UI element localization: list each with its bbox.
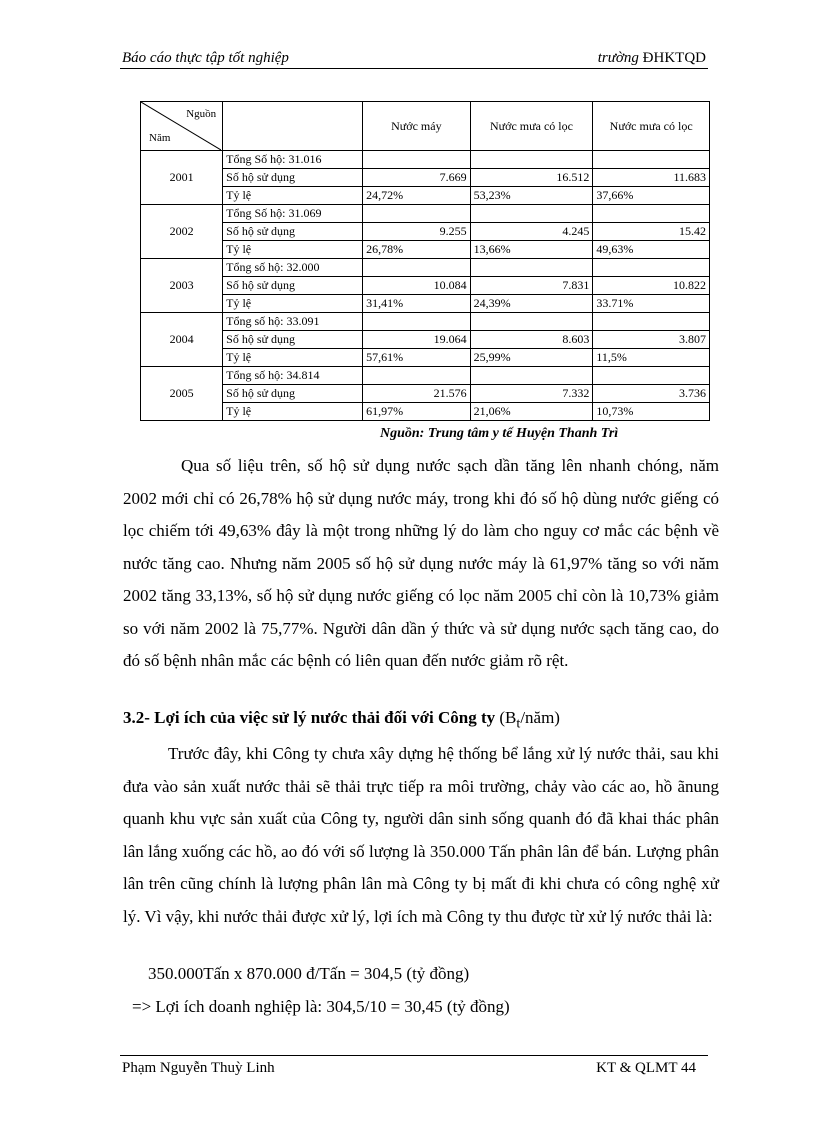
- ratio-value-cell: 49,63%: [593, 241, 710, 259]
- empty-cell: [470, 205, 593, 223]
- users-value-cell: 9.255: [363, 223, 471, 241]
- total-households-cell: Tổng Số hộ: 31.016: [223, 151, 363, 169]
- total-households-cell: Tổng số hộ: 34.814: [223, 367, 363, 385]
- header-university: [598, 50, 706, 67]
- users-value-cell: 7.669: [363, 169, 471, 187]
- users-value-cell: 11.683: [593, 169, 710, 187]
- empty-cell: [363, 259, 471, 277]
- users-value-cell: 7.831: [470, 277, 593, 295]
- empty-cell: [363, 313, 471, 331]
- table-source: Nguồn: Trung tâm y tế Huyện Thanh Trì: [380, 426, 619, 441]
- empty-cell: [593, 313, 710, 331]
- ratio-label-cell: Tỷ lệ: [223, 187, 363, 205]
- calculation-line-2: => Lợi ích doanh nghiệp là: 304,5/10 = 30,45 (tỷ đồng): [132, 997, 510, 1016]
- users-value-cell: 10.084: [363, 277, 471, 295]
- year-cell: 2003: [141, 259, 223, 313]
- header-university-name: ĐHKTQD: [642, 50, 706, 66]
- header-empty: [223, 102, 363, 151]
- empty-cell: [470, 313, 593, 331]
- table-row-users: [141, 385, 710, 403]
- empty-cell: [593, 151, 710, 169]
- ratio-value-cell: 21,06%: [470, 403, 593, 421]
- users-value-cell: 19.064: [363, 331, 471, 349]
- unit-sub: t: [516, 715, 521, 732]
- table-header-row: [141, 102, 710, 151]
- table-row-users: [141, 169, 710, 187]
- empty-cell: [593, 259, 710, 277]
- users-value-cell: 4.245: [470, 223, 593, 241]
- ratio-value-cell: 37,66%: [593, 187, 710, 205]
- page-header: [120, 50, 708, 69]
- ratio-value-cell: 11,5%: [593, 349, 710, 367]
- users-value-cell: 8.603: [470, 331, 593, 349]
- paragraph-benefit: Trước đây, khi Công ty chưa xây dựng hệ thống bể lắng xử lý nước thải, sau khi đưa vào sản xuất nước thải sẽ thải trực tiếp ra môi trường, chảy vào các ao, hồ ãnung quanh khu vực sản xuất của Công ty, người dân sinh sống quanh đó đã khai thác phân lân lắng xuống các hồ, ao đó với số lượng là 350.000 Tấn phân lân để bán. Lượng phân lân trên cũng chính là lượng phân lân mà Công ty bị mất đi khi chưa có công nghệ xử lý. Vì vậy, khi nước thải được xử lý, lợi ích mà Công ty thu được từ xử lý nước thải là:: [123, 744, 719, 926]
- header-report-title: Báo cáo thực tập tốt nghiệp: [122, 50, 289, 66]
- total-households-cell: Tổng số hộ: 32.000: [223, 259, 363, 277]
- unit-main: (B: [499, 708, 517, 727]
- table-row-total: [141, 313, 710, 331]
- table-row-total: [141, 259, 710, 277]
- users-label-cell: Số hộ sử dụng: [223, 385, 363, 403]
- users-label-cell: Số hộ sử dụng: [223, 277, 363, 295]
- column-header: Nước mưa có lọc: [470, 102, 593, 151]
- ratio-value-cell: 33.71%: [593, 295, 710, 313]
- ratio-value-cell: 13,66%: [470, 241, 593, 259]
- table-body: [141, 151, 710, 421]
- ratio-value-cell: 24,72%: [363, 187, 471, 205]
- section-heading: [123, 708, 560, 732]
- unit-end: /năm): [520, 708, 560, 727]
- table-row-total: [141, 367, 710, 385]
- users-value-cell: 21.576: [363, 385, 471, 403]
- table-row-users: [141, 223, 710, 241]
- page-footer: [120, 1055, 708, 1076]
- year-cell: 2005: [141, 367, 223, 421]
- corner-cell: [141, 102, 223, 151]
- corner-source-label: Nguồn: [186, 108, 217, 120]
- ratio-label-cell: Tỷ lệ: [223, 403, 363, 421]
- year-cell: 2004: [141, 313, 223, 367]
- total-households-cell: Tổng số hộ: 33.091: [223, 313, 363, 331]
- ratio-label-cell: Tỷ lệ: [223, 241, 363, 259]
- table-row-total: [141, 151, 710, 169]
- ratio-value-cell: 61,97%: [363, 403, 471, 421]
- household-water-table: [140, 101, 710, 421]
- table-row-ratio: [141, 403, 710, 421]
- ratio-value-cell: 24,39%: [470, 295, 593, 313]
- table-row-total: [141, 205, 710, 223]
- section-heading-text: 3.2- Lợi ích của việc sử lý nước thải đối với Công ty: [123, 708, 496, 727]
- table-row-ratio: [141, 295, 710, 313]
- table-row-users: [141, 331, 710, 349]
- users-value-cell: 15.42: [593, 223, 710, 241]
- empty-cell: [470, 151, 593, 169]
- table-row-ratio: [141, 187, 710, 205]
- empty-cell: [470, 259, 593, 277]
- calculation-line-1: 350.000Tấn x 870.000 đ/Tấn = 304,5 (tỷ đồng): [148, 964, 470, 983]
- empty-cell: [593, 205, 710, 223]
- ratio-value-cell: 10,73%: [593, 403, 710, 421]
- column-header: Nước máy: [363, 102, 471, 151]
- empty-cell: [470, 367, 593, 385]
- table-row-ratio: [141, 349, 710, 367]
- users-label-cell: Số hộ sử dụng: [223, 169, 363, 187]
- paragraph-analysis: Qua số liệu trên, số hộ sử dụng nước sạch dần tăng lên nhanh chóng, năm 2002 mới chỉ có 26,78% hộ sử dụng nước máy, trong khi đó số hộ dùng nước giếng có lọc chiếm tới 49,63% đây là một trong những lý do làm cho nguy cơ mắc các bệnh về nước tăng cao. Nhưng năm 2005 số hộ sử dụng nước máy là 61,97% tăng so với năm 2002 tăng 33,13%, số hộ sử dụng nước giếng có lọc năm 2005 chỉ còn là 10,73% giảm so với năm 2002 là 75,77%. Người dân dần ý thức và sử dụng nước sạch tăng cao, do đó số bệnh nhân mắc các bệnh có liên quan đến nước giảm rõ rệt.: [123, 456, 719, 670]
- users-value-cell: 3.736: [593, 385, 710, 403]
- ratio-label-cell: Tỷ lệ: [223, 295, 363, 313]
- users-value-cell: 16.512: [470, 169, 593, 187]
- empty-cell: [593, 367, 710, 385]
- ratio-value-cell: 57,61%: [363, 349, 471, 367]
- users-label-cell: Số hộ sử dụng: [223, 223, 363, 241]
- ratio-value-cell: 25,99%: [470, 349, 593, 367]
- ratio-value-cell: 53,23%: [470, 187, 593, 205]
- total-households-cell: Tổng Số hộ: 31.069: [223, 205, 363, 223]
- ratio-value-cell: 31,41%: [363, 295, 471, 313]
- users-value-cell: 7.332: [470, 385, 593, 403]
- ratio-label-cell: Tỷ lệ: [223, 349, 363, 367]
- users-value-cell: 3.807: [593, 331, 710, 349]
- users-label-cell: Số hộ sử dụng: [223, 331, 363, 349]
- empty-cell: [363, 151, 471, 169]
- year-cell: 2002: [141, 205, 223, 259]
- table-row-users: [141, 277, 710, 295]
- footer-class-page: KT & QLMT 44: [596, 1060, 696, 1076]
- section-heading-unit: [499, 708, 560, 732]
- ratio-value-cell: 26,78%: [363, 241, 471, 259]
- corner-year-label: Năm: [149, 132, 171, 144]
- users-value-cell: 10.822: [593, 277, 710, 295]
- header-university-prefix: trường: [597, 50, 643, 66]
- year-cell: 2001: [141, 151, 223, 205]
- footer-author: Phạm Nguyễn Thuỳ Linh: [122, 1060, 275, 1076]
- empty-cell: [363, 205, 471, 223]
- table-row-ratio: [141, 241, 710, 259]
- column-header: Nước mưa có lọc: [593, 102, 710, 151]
- empty-cell: [363, 367, 471, 385]
